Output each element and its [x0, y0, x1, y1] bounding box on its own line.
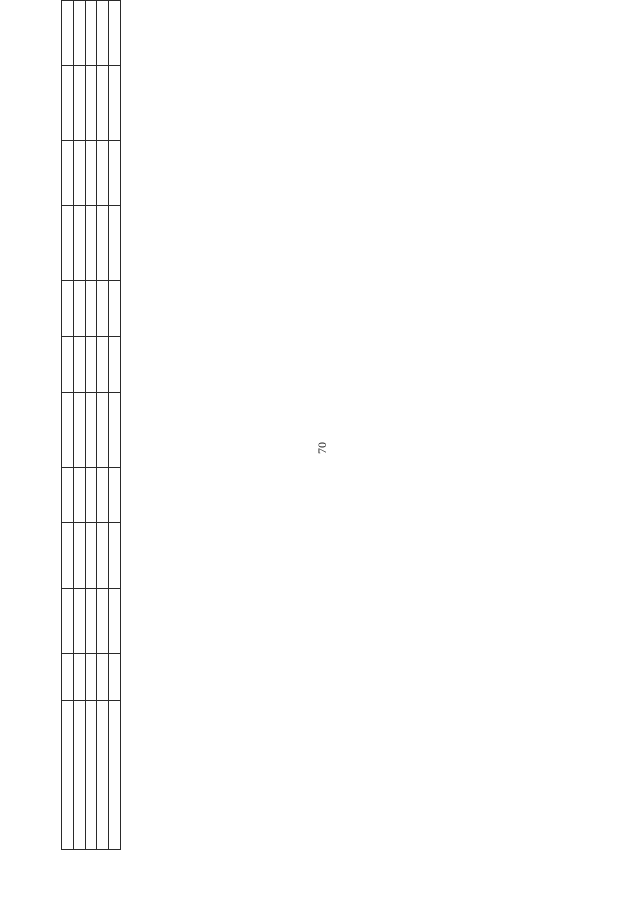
cell — [85, 66, 97, 141]
cell — [85, 336, 97, 392]
cell — [109, 654, 121, 701]
cell — [97, 588, 109, 653]
cell — [109, 66, 121, 141]
cell — [73, 336, 85, 392]
cell — [73, 206, 85, 281]
cell — [97, 280, 109, 336]
cell — [73, 66, 85, 141]
table-row — [85, 1, 97, 850]
cell — [73, 280, 85, 336]
cell — [97, 66, 109, 141]
cell — [73, 588, 85, 653]
cell — [97, 523, 109, 588]
cell — [109, 206, 121, 281]
cell — [85, 467, 97, 523]
cell — [97, 654, 109, 701]
cell — [109, 700, 121, 849]
cell — [62, 141, 74, 206]
cell — [62, 588, 74, 653]
cell — [97, 141, 109, 206]
cell — [62, 700, 74, 849]
cell — [97, 206, 109, 281]
cell — [62, 467, 74, 523]
table-row — [73, 1, 85, 850]
cell — [85, 206, 97, 281]
cell — [109, 280, 121, 336]
cell — [109, 1, 121, 66]
cell — [73, 141, 85, 206]
cell — [109, 336, 121, 392]
cell — [73, 523, 85, 588]
table-row — [109, 1, 121, 850]
cell — [62, 654, 74, 701]
cell — [73, 654, 85, 701]
cell — [85, 392, 97, 467]
cell — [62, 336, 74, 392]
cell — [62, 280, 74, 336]
cell — [109, 523, 121, 588]
cell — [62, 66, 74, 141]
cell — [85, 141, 97, 206]
cell — [109, 588, 121, 653]
cell — [97, 1, 109, 66]
cell — [85, 280, 97, 336]
cell — [109, 392, 121, 467]
page-number: 70 — [315, 442, 329, 454]
cell — [85, 523, 97, 588]
cell — [62, 392, 74, 467]
cell — [97, 392, 109, 467]
cell — [73, 1, 85, 66]
cell — [73, 392, 85, 467]
cell — [109, 141, 121, 206]
cell — [109, 467, 121, 523]
cell — [85, 588, 97, 653]
cell — [97, 467, 109, 523]
cell — [62, 523, 74, 588]
cell — [97, 700, 109, 849]
cell — [73, 700, 85, 849]
table-row — [62, 1, 74, 850]
cell — [85, 1, 97, 66]
cell — [85, 700, 97, 849]
budget-table — [61, 0, 121, 850]
budget-table-rotated — [61, 0, 121, 850]
cell — [62, 1, 74, 66]
cell — [73, 467, 85, 523]
cell — [62, 206, 74, 281]
cell — [85, 654, 97, 701]
cell — [97, 336, 109, 392]
table-row — [97, 1, 109, 850]
